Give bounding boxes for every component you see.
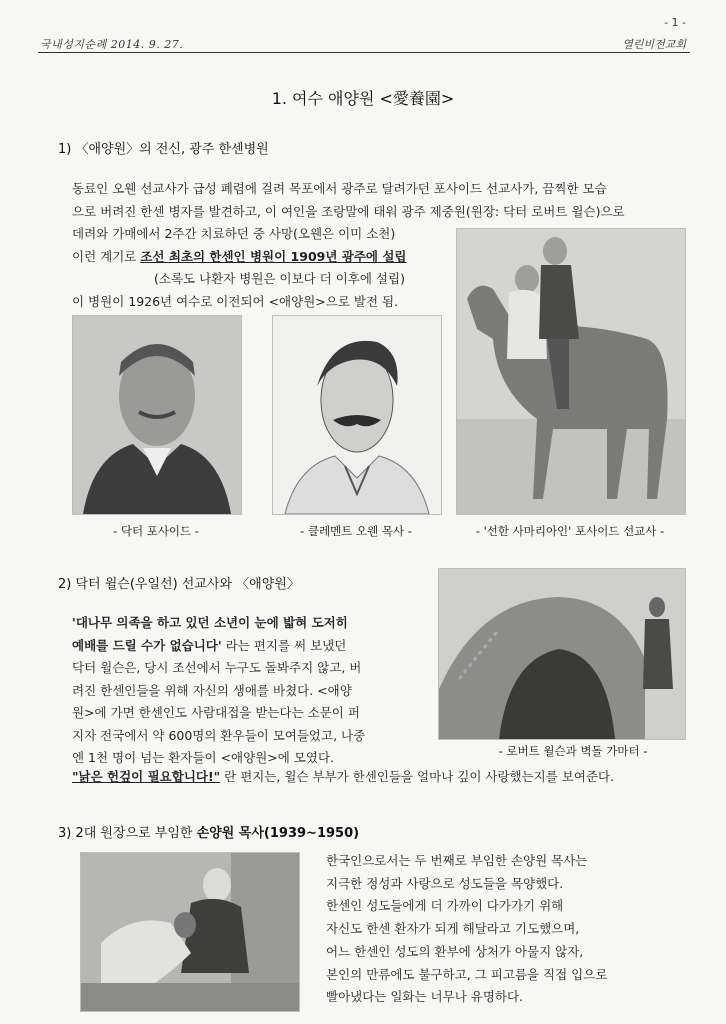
- section3-line: 빨아냈다는 일화는 너무나 유명하다.: [326, 989, 524, 1005]
- photo-good-samaritan: [456, 228, 686, 515]
- section1-line: (소록도 나환자 병원은 이보다 더 이후에 설립): [154, 271, 405, 286]
- portrait-forsythe: [72, 315, 242, 515]
- section2-line-text: 란 편지는, 윌슨 부부가 한센인들을 얼마나 깊이 사랑했는지를 보여준다.: [220, 769, 615, 784]
- section3-line: 어느 한센인 성도의 환부에 상처가 아물지 않자,: [326, 943, 584, 959]
- section3-heading-text: 3) 2대 원장으로 부임한: [58, 826, 197, 841]
- section2-line: 지자 전국에서 약 600명의 환우들이 모여들었고, 나중: [72, 727, 366, 743]
- section2-quote: 예배를 드릴 수가 없습니다': [72, 637, 222, 653]
- section3-line: 한센인 성도들에게 더 가까이 다가가기 위해: [326, 898, 564, 914]
- section2-line: 닥터 윌슨은, 당시 조선에서 누구도 돌봐주지 않고, 버: [72, 660, 362, 675]
- header-rule: [38, 52, 690, 53]
- section3-heading-name: 손양원 목사(1939~1950): [196, 826, 360, 841]
- section1-line: 데려와 가매에서 2주간 치료하던 중 사망(오웬은 이미 소천): [72, 226, 396, 241]
- section2-closing: [72, 766, 712, 789]
- section1-line: 으로 버려진 한센 병자를 발견하고, 이 여인을 조랑말에 태워 광주 제중원(원장: 닥터 로버트 윌슨)으로: [72, 203, 625, 219]
- caption-forsythe: - 닥터 포사이드 -: [113, 524, 199, 538]
- section3-line: 자신도 한센 환자가 되게 해달라고 기도했으며,: [326, 921, 580, 937]
- caption-owen: - 클레멘트 오웬 목사 -: [300, 524, 412, 538]
- caption-wilson-kiln: - 로버트 윌슨과 벽돌 가마터 -: [498, 744, 648, 758]
- section2-line: [72, 635, 452, 658]
- photo-wilson-kiln: [438, 568, 686, 740]
- section2-line: 원>에 가면 한센인도 사람대접을 받는다는 소문이 퍼: [72, 705, 360, 720]
- page-title: 1. 여수 애양원 <愛養園>: [271, 89, 455, 108]
- section3-line: 지극한 정성과 사랑으로 성도들을 목양했다.: [326, 875, 564, 891]
- section3-line: 본인의 만류에도 불구하고, 그 피고름을 직접 입으로: [326, 966, 608, 982]
- caption-good-samaritan: - '선한 사마리아인' 포사이드 선교사 -: [475, 524, 665, 538]
- section1-line-text: 이런 계기로: [72, 248, 141, 264]
- section2-quote: "낡은 헌겊이 필요합니다!": [72, 769, 221, 784]
- section2-line-text: 라는 편지를 써 보냈던: [221, 637, 347, 653]
- portrait-owen: [272, 315, 442, 515]
- section2-quote: '대나무 의족을 하고 있던 소년이 눈에 밟혀 도저히: [72, 615, 348, 630]
- section3-paragraph: [326, 850, 696, 1009]
- photo-son-yangwon: [80, 852, 300, 1012]
- section1-line: 이 병원이 1926년 여수로 이전되어 <애양원>으로 발전 됨.: [72, 293, 399, 309]
- section2-line: 엔 1천 명이 넘는 환자들이 <애양원>에 모였다.: [72, 750, 334, 765]
- section3-line: 한국인으로서는 두 번째로 부임한 손양원 목사는: [326, 853, 588, 868]
- section2-line: 려진 한센인들을 위해 자신의 생애를 바쳤다. <애양: [72, 682, 352, 698]
- header-church: 열린비전교회: [622, 38, 686, 51]
- section1-highlight: 조선 최초의 한센인 병원이 1909년 광주에 설립: [140, 248, 407, 264]
- section2-paragraph: [72, 612, 452, 770]
- section1-heading: 1) 〈애양원〉의 전신, 광주 한센병원: [58, 142, 269, 157]
- section3-heading: [58, 822, 359, 841]
- section2-heading: 2) 닥터 윌슨(우일선) 선교사와 〈애양원〉: [58, 577, 300, 592]
- header-date: 국내성지순례 2014. 9. 27.: [40, 38, 184, 51]
- section1-line: 동료인 오웬 선교사가 급성 폐렴에 걸려 목포에서 광주로 달려가던 포사이드 선교사가, 끔찍한 모습: [72, 181, 607, 196]
- page-number: - 1 -: [664, 16, 686, 29]
